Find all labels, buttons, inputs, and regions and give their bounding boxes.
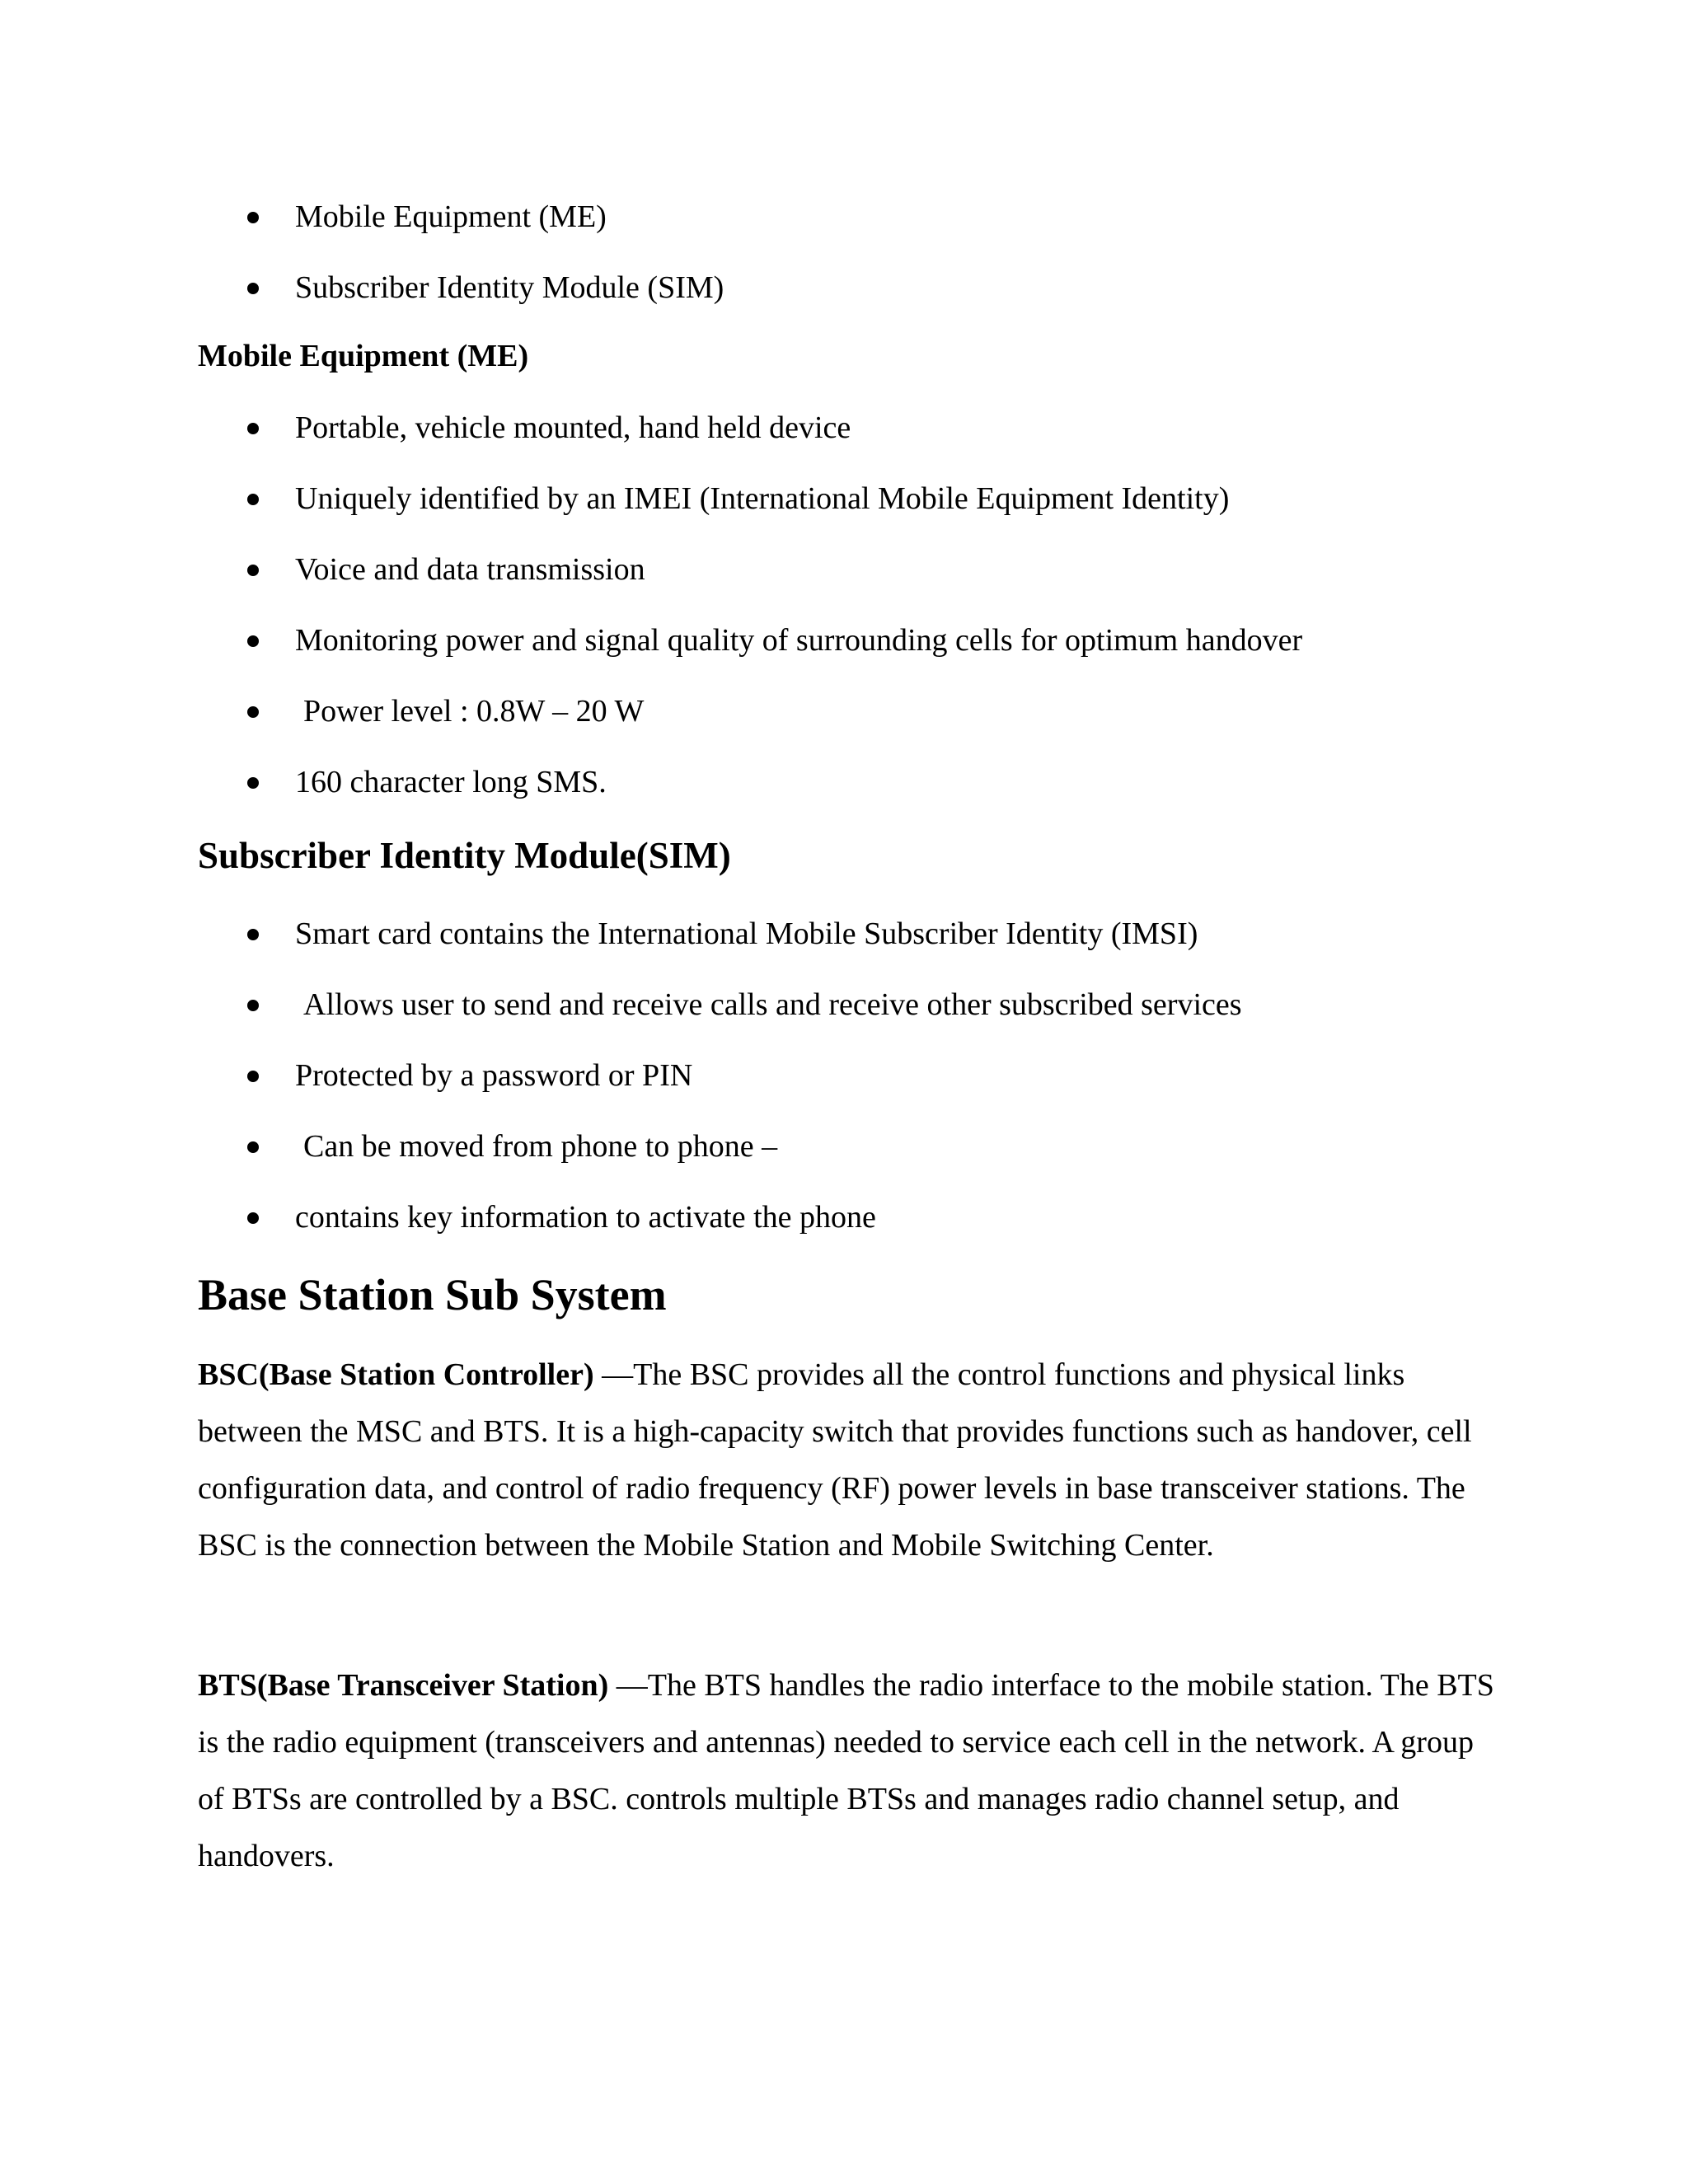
bullet-icon (247, 1141, 259, 1153)
bsc-term: BSC(Base Station Controller) (198, 1357, 594, 1392)
bullet-icon (247, 565, 259, 576)
bullet-icon (247, 494, 259, 505)
list-item-text: Can be moved from phone to phone – (303, 1129, 778, 1164)
list-item-text: 160 character long SMS. (295, 765, 607, 799)
list-item (0, 392, 1688, 463)
sim-bullet-list (0, 898, 1688, 1253)
bullet-icon (247, 1000, 259, 1011)
list-item (0, 1040, 1688, 1111)
bsc-paragraph (198, 1347, 1500, 1574)
bts-term: BTS(Base Transceiver Station) (198, 1668, 609, 1703)
bullet-icon (247, 706, 259, 718)
list-item (0, 181, 1688, 252)
list-item (0, 534, 1688, 605)
bullet-icon (247, 1071, 259, 1082)
bsc-text: —The BSC provides all the control functions and physical links between the MSC and BTS. It is a high-capacity switch that provides functions such as handover, cell configuration data, and control of radio frequency (RF) power levels in base transceiver stations. The BSC is the connection between the Mobile Station and Mobile Switching Center. (198, 1357, 1472, 1563)
list-item-text: Mobile Equipment (ME) (295, 199, 607, 234)
list-item-text: Uniquely identified by an IMEI (International Mobile Equipment Identity) (295, 481, 1230, 516)
list-item (0, 463, 1688, 534)
list-item (0, 898, 1688, 969)
sim-heading: Subscriber Identity Module(SIM) (198, 835, 731, 876)
list-item-text: contains key information to activate the phone (295, 1200, 876, 1235)
bullet-icon (247, 1212, 259, 1224)
me-bullet-list (0, 392, 1688, 818)
bullet-icon (247, 929, 259, 940)
list-item (0, 676, 1688, 747)
bullet-icon (247, 423, 259, 434)
list-item (0, 1111, 1688, 1182)
bullet-icon (247, 212, 259, 223)
bss-heading: Base Station Sub System (198, 1270, 667, 1319)
bullet-icon (247, 777, 259, 789)
list-item-text: Protected by a password or PIN (295, 1058, 693, 1093)
list-item (0, 747, 1688, 818)
list-item (0, 605, 1688, 676)
top-bullet-list (0, 181, 1688, 323)
list-item (0, 1182, 1688, 1253)
me-heading: Mobile Equipment (ME) (198, 339, 529, 373)
list-item (0, 252, 1688, 323)
list-item-text: Allows user to send and receive calls and receive other subscribed services (303, 987, 1242, 1022)
list-item-text: Power level : 0.8W – 20 W (303, 694, 645, 729)
list-item-text: Voice and data transmission (295, 552, 645, 587)
list-item (0, 969, 1688, 1040)
list-item-text: Subscriber Identity Module (SIM) (295, 270, 724, 305)
bts-text: —The BTS handles the radio interface to the mobile station. The BTS is the radio equipment (transceivers and antennas) needed to service each cell in the network. A group of BTSs are controlled by a BSC. controls multiple BTSs and manages radio channel setup, and handovers. (198, 1668, 1494, 1873)
bullet-icon (247, 635, 259, 647)
bts-paragraph (198, 1657, 1500, 1885)
list-item-text: Portable, vehicle mounted, hand held device (295, 410, 851, 445)
bullet-icon (247, 283, 259, 294)
list-item-text: Monitoring power and signal quality of surrounding cells for optimum handover (295, 623, 1303, 658)
list-item-text: Smart card contains the International Mobile Subscriber Identity (IMSI) (295, 916, 1198, 951)
